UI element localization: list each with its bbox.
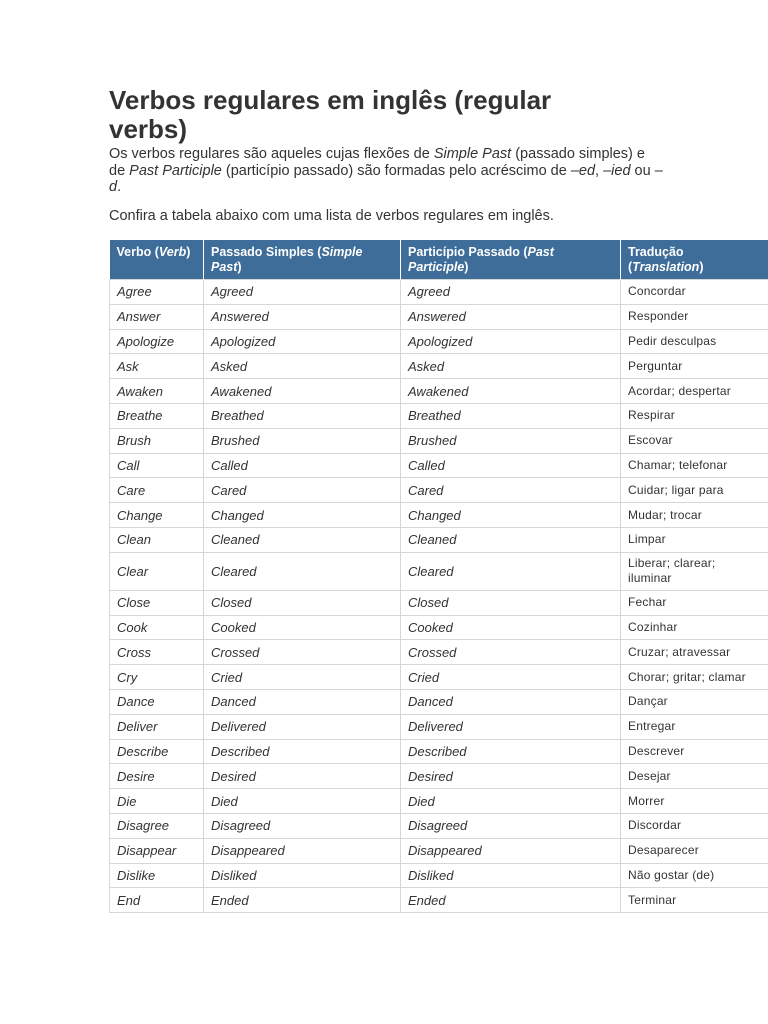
table-row [110, 764, 768, 789]
intro-sep-1: , [595, 162, 604, 179]
past-participle-cell: Changed [401, 503, 621, 528]
intro-text-3: (particípio passado) são formadas pelo acréscimo de [221, 162, 571, 179]
table-row [110, 552, 768, 590]
simple-past-cell: Changed [204, 503, 401, 528]
verb-cell: End [110, 888, 204, 913]
intro-text-2: (passado simples) e de [109, 146, 645, 179]
table-row [110, 354, 768, 379]
intro-suffix-ed: –ed [570, 162, 596, 179]
intro-suffix-d: –d [109, 162, 663, 195]
verb-cell: Cross [110, 640, 204, 665]
past-participle-cell: Disagreed [401, 813, 621, 838]
verb-cell: Die [110, 789, 204, 814]
past-participle-cell: Delivered [401, 714, 621, 739]
translation-cell: Terminar [621, 888, 768, 913]
simple-past-cell: Breathed [204, 403, 401, 428]
simple-past-cell: Called [204, 453, 401, 478]
verb-cell: Change [110, 503, 204, 528]
past-participle-cell: Described [401, 739, 621, 764]
translation-cell: Cuidar; ligar para [621, 478, 768, 503]
table-row [110, 689, 768, 714]
translation-cell: Dançar [621, 689, 768, 714]
translation-cell: Cruzar; atravessar [621, 640, 768, 665]
past-participle-cell: Cared [401, 478, 621, 503]
table-row [110, 453, 768, 478]
simple-past-cell: Cared [204, 478, 401, 503]
page-title: Verbos regulares em inglês (regular verbs) [109, 85, 552, 144]
table-row [110, 527, 768, 552]
past-participle-cell: Asked [401, 354, 621, 379]
simple-past-cell: Closed [204, 590, 401, 615]
translation-cell: Responder [621, 304, 768, 329]
header-verb: Verbo (Verb) [110, 240, 204, 280]
translation-cell: Pedir desculpas [621, 329, 768, 354]
translation-cell: Morrer [621, 789, 768, 814]
table-row [110, 329, 768, 354]
verb-cell: Dislike [110, 863, 204, 888]
table-row [110, 379, 768, 404]
intro-past-participle: Past Participle [129, 162, 222, 179]
simple-past-cell: Awakened [204, 379, 401, 404]
translation-cell: Mudar; trocar [621, 503, 768, 528]
past-participle-cell: Danced [401, 689, 621, 714]
past-participle-cell: Cooked [401, 615, 621, 640]
intro-simple-past: Simple Past [433, 146, 512, 162]
table-row [110, 503, 768, 528]
verb-cell: Clear [110, 552, 204, 590]
verb-cell: Disappear [110, 838, 204, 863]
translation-cell: Não gostar (de) [621, 863, 768, 888]
table-row [110, 813, 768, 838]
simple-past-cell: Agreed [204, 280, 401, 305]
intro-sep-2: ou [630, 162, 655, 179]
past-participle-cell: Died [401, 789, 621, 814]
past-participle-cell: Brushed [401, 428, 621, 453]
verb-cell: Describe [110, 739, 204, 764]
table-row [110, 665, 768, 690]
translation-cell: Fechar [621, 590, 768, 615]
intro-paragraph [109, 146, 664, 196]
table-row [110, 863, 768, 888]
verb-cell: Call [110, 453, 204, 478]
verb-cell: Deliver [110, 714, 204, 739]
translation-cell: Perguntar [621, 354, 768, 379]
past-participle-cell: Called [401, 453, 621, 478]
simple-past-cell: Cleared [204, 552, 401, 590]
translation-cell: Acordar; despertar [621, 379, 768, 404]
table-row [110, 615, 768, 640]
verb-cell: Close [110, 590, 204, 615]
table-row [110, 478, 768, 503]
table-row [110, 280, 768, 305]
past-participle-cell: Awakened [401, 379, 621, 404]
past-participle-cell: Disappeared [401, 838, 621, 863]
translation-cell: Entregar [621, 714, 768, 739]
simple-past-cell: Apologized [204, 329, 401, 354]
verb-cell: Cook [110, 615, 204, 640]
verb-cell: Desire [110, 764, 204, 789]
simple-past-cell: Cooked [204, 615, 401, 640]
simple-past-cell: Answered [204, 304, 401, 329]
simple-past-cell: Cried [204, 665, 401, 690]
translation-cell: Limpar [621, 527, 768, 552]
past-participle-cell: Cried [401, 665, 621, 690]
header-translation: Tradução (Translation) [621, 240, 768, 280]
verb-cell: Breathe [110, 403, 204, 428]
past-participle-cell: Crossed [401, 640, 621, 665]
past-participle-cell: Ended [401, 888, 621, 913]
table-intro: Confira a tabela abaixo com uma lista de verbos regulares em inglês. [109, 207, 554, 224]
article [109, 85, 768, 908]
simple-past-cell: Ended [204, 888, 401, 913]
verb-cell: Cry [110, 665, 204, 690]
simple-past-cell: Cleaned [204, 527, 401, 552]
header-simple-past: Passado Simples (Simple Past) [204, 240, 401, 280]
simple-past-cell: Disagreed [204, 813, 401, 838]
verb-cell: Dance [110, 689, 204, 714]
past-participle-cell: Disliked [401, 863, 621, 888]
translation-cell: Discordar [621, 813, 768, 838]
verb-cell: Care [110, 478, 204, 503]
translation-cell: Descrever [621, 739, 768, 764]
verb-cell: Clean [110, 527, 204, 552]
table-row [110, 739, 768, 764]
past-participle-cell: Apologized [401, 329, 621, 354]
intro-text-1: Os verbos regulares são aqueles cujas flexões de [109, 146, 434, 162]
past-participle-cell: Cleared [401, 552, 621, 590]
translation-cell: Chorar; gritar; clamar [621, 665, 768, 690]
translation-cell: Respirar [621, 403, 768, 428]
table-row [110, 714, 768, 739]
simple-past-cell: Desired [204, 764, 401, 789]
verb-cell: Agree [110, 280, 204, 305]
table-row [110, 640, 768, 665]
simple-past-cell: Disappeared [204, 838, 401, 863]
translation-cell: Concordar [621, 280, 768, 305]
table-row [110, 403, 768, 428]
verb-cell: Answer [110, 304, 204, 329]
regular-verbs-table [109, 240, 768, 913]
simple-past-cell: Asked [204, 354, 401, 379]
simple-past-cell: Crossed [204, 640, 401, 665]
verb-cell: Awaken [110, 379, 204, 404]
table-row [110, 590, 768, 615]
table-row [110, 428, 768, 453]
past-participle-cell: Breathed [401, 403, 621, 428]
simple-past-cell: Delivered [204, 714, 401, 739]
verb-cell: Disagree [110, 813, 204, 838]
table-header-row [110, 240, 768, 280]
table-row [110, 789, 768, 814]
simple-past-cell: Danced [204, 689, 401, 714]
simple-past-cell: Disliked [204, 863, 401, 888]
past-participle-cell: Answered [401, 304, 621, 329]
verb-cell: Ask [110, 354, 204, 379]
translation-cell: Chamar; telefonar [621, 453, 768, 478]
past-participle-cell: Desired [401, 764, 621, 789]
past-participle-cell: Closed [401, 590, 621, 615]
table-body [110, 280, 768, 913]
simple-past-cell: Brushed [204, 428, 401, 453]
table-row [110, 304, 768, 329]
simple-past-cell: Died [204, 789, 401, 814]
intro-end: . [117, 179, 122, 195]
translation-cell: Liberar; clarear; iluminar [621, 552, 768, 590]
past-participle-cell: Cleaned [401, 527, 621, 552]
header-past-participle: Particípio Passado (Past Participle) [401, 240, 621, 280]
verb-cell: Apologize [110, 329, 204, 354]
past-participle-cell: Agreed [401, 280, 621, 305]
simple-past-cell: Described [204, 739, 401, 764]
translation-cell: Desejar [621, 764, 768, 789]
translation-cell: Cozinhar [621, 615, 768, 640]
table-row [110, 838, 768, 863]
intro-suffix-ied: –ied [603, 162, 631, 179]
translation-cell: Escovar [621, 428, 768, 453]
table-row [110, 888, 768, 913]
verb-cell: Brush [110, 428, 204, 453]
translation-cell: Desaparecer [621, 838, 768, 863]
